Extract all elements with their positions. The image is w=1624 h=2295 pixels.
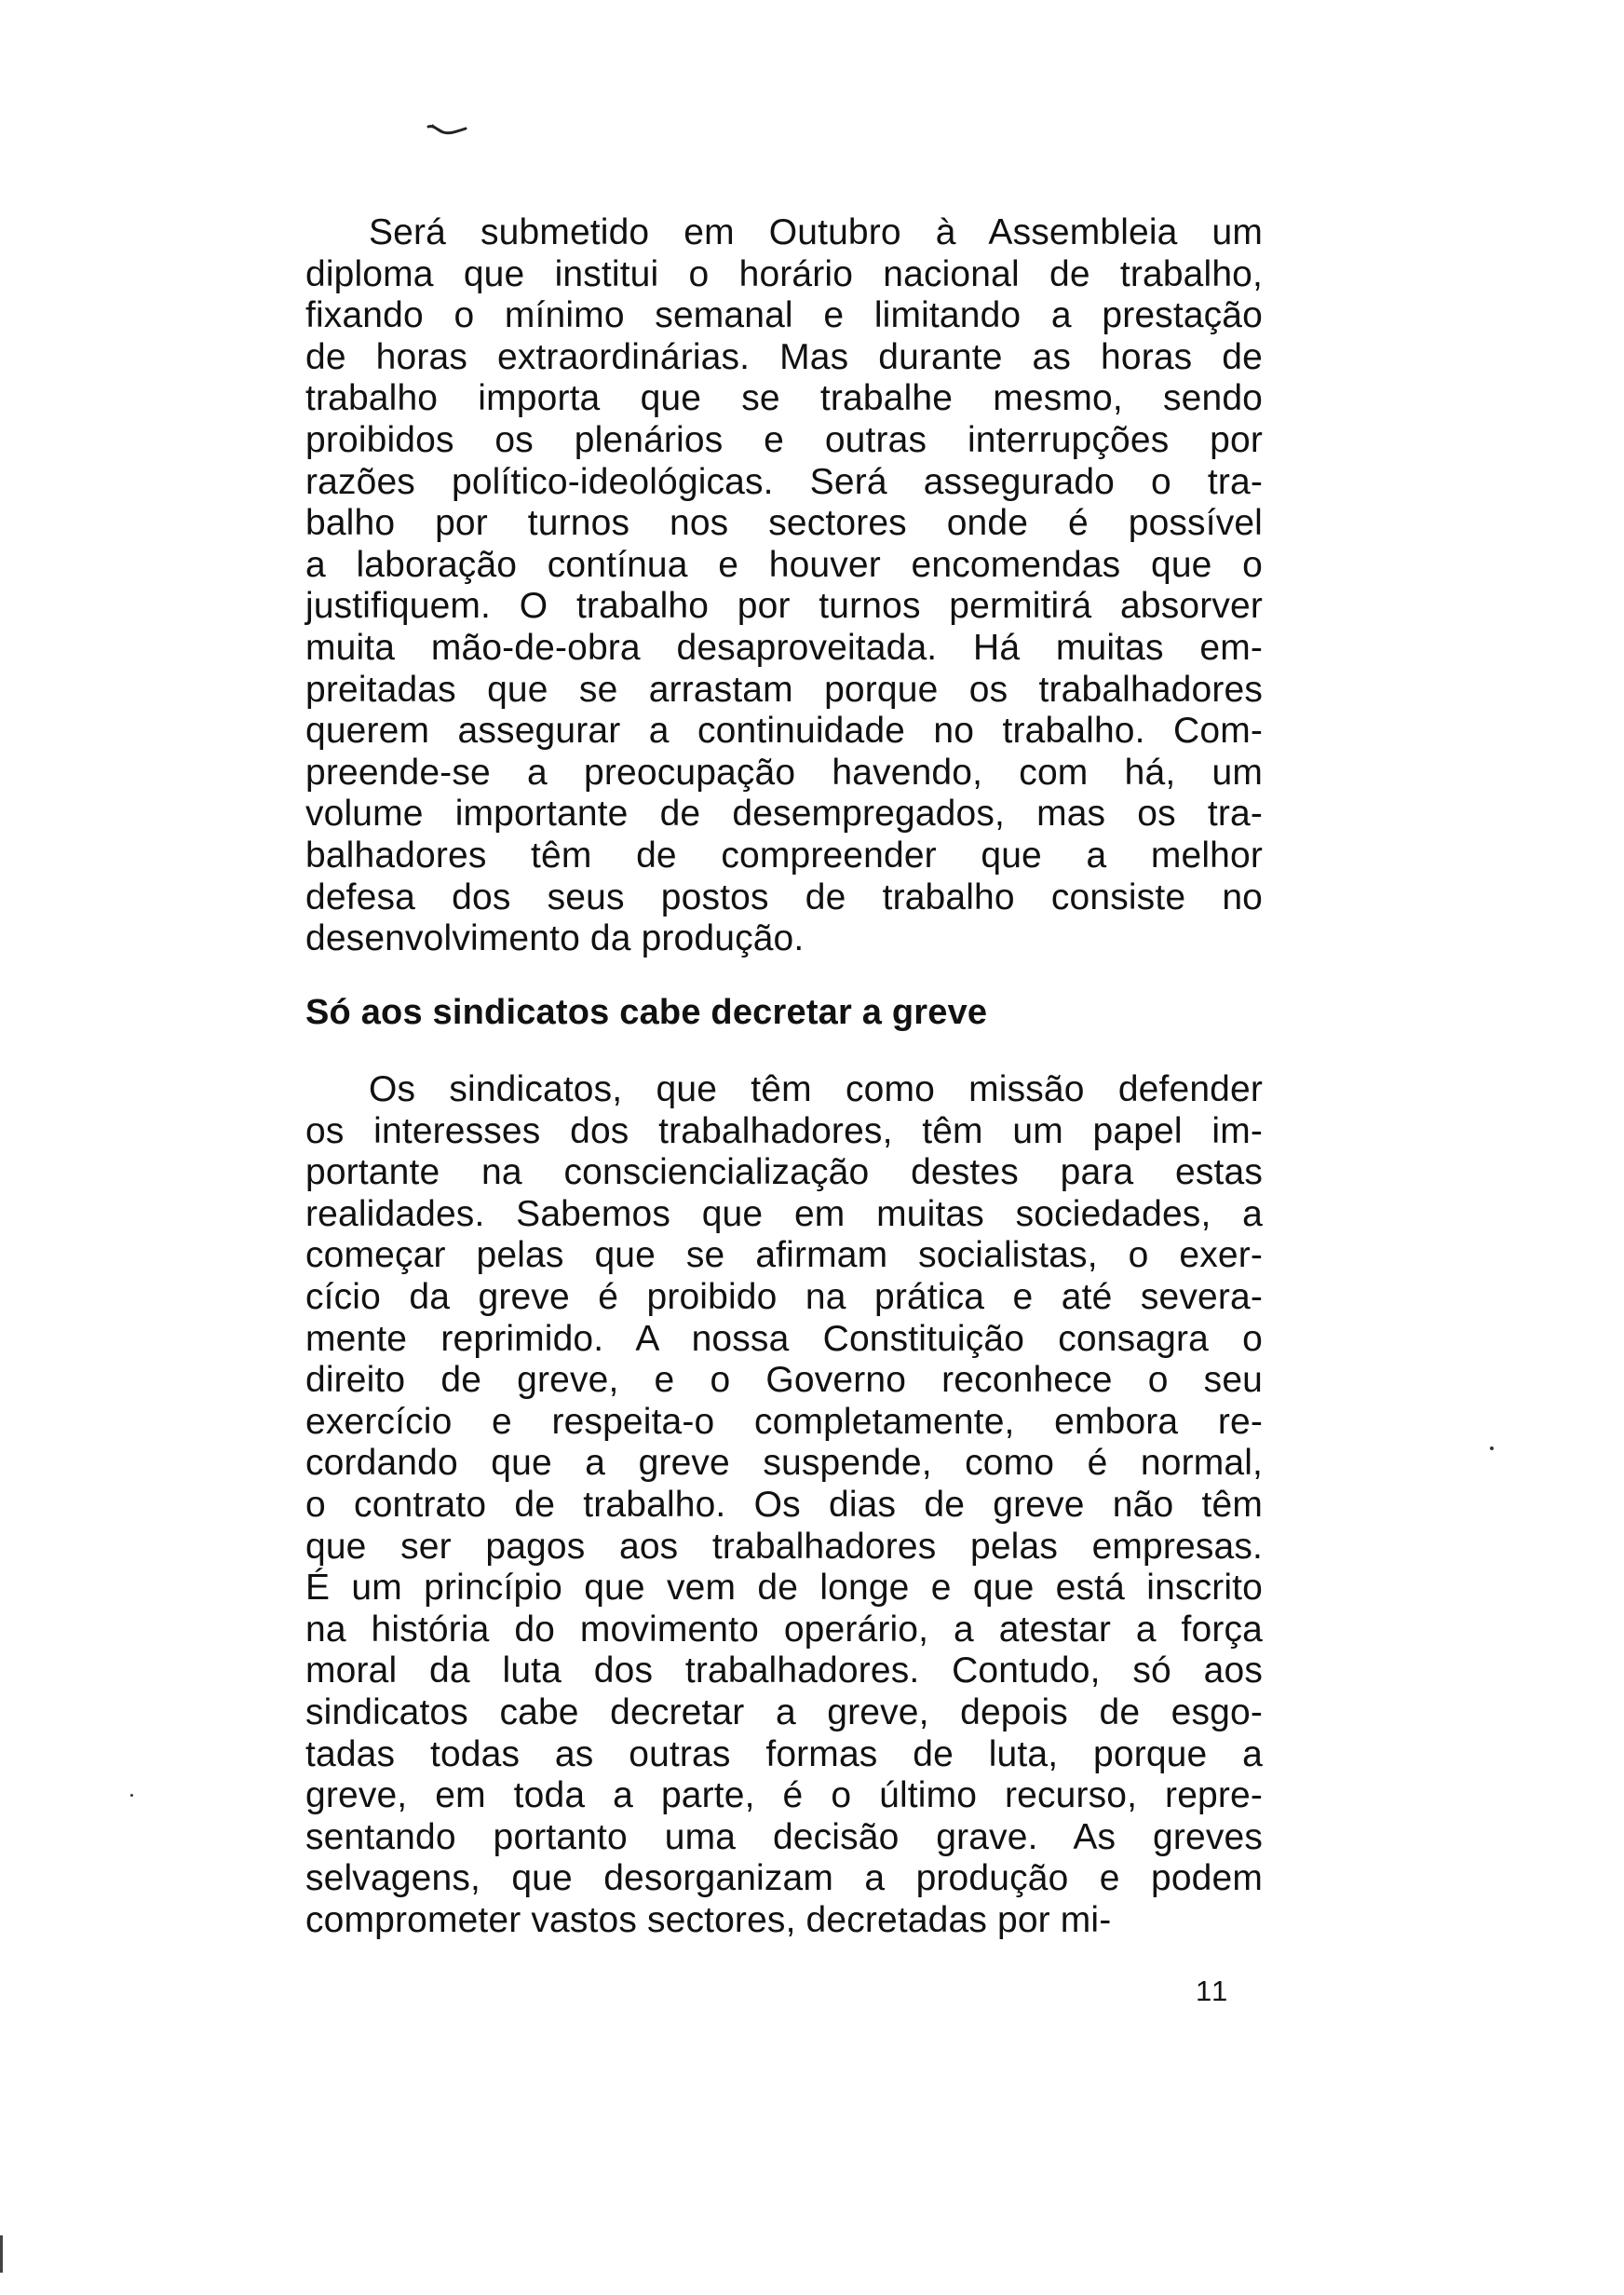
text-line: Os sindicatos, que têm como missão defender xyxy=(369,1069,1263,1109)
text-line: que ser pagos aos trabalhadores pelas empresas. xyxy=(305,1526,1263,1567)
scan-speck xyxy=(130,1794,133,1797)
paragraph-2 xyxy=(305,1069,1263,1941)
text-line: volume importante de desempregados, mas os tra- xyxy=(305,794,1263,835)
text-line: cício da greve é proibido na prática e até severa- xyxy=(305,1276,1263,1317)
text-line: greve, em toda a parte, é o último recurso, repre- xyxy=(305,1775,1263,1816)
text-line: direito de greve, e o Governo reconhece o seu xyxy=(305,1360,1263,1401)
text-line: muita mão-de-obra desaproveitada. Há muitas em- xyxy=(305,627,1263,668)
text-line: cordando que a greve suspende, como é normal, xyxy=(305,1443,1263,1484)
text-line: realidades. Sabemos que em muitas sociedades, a xyxy=(305,1193,1263,1234)
text-line: a laboração contínua e houver encomendas que o xyxy=(305,544,1263,585)
text-line: começar pelas que se afirmam socialistas, o exer- xyxy=(305,1235,1263,1276)
text-line: o contrato de trabalho. Os dias de greve não têm xyxy=(305,1484,1263,1525)
text-line: desenvolvimento da produção. xyxy=(305,918,805,959)
text-line: comprometer vastos sectores, decretadas por mi- xyxy=(305,1899,1112,1940)
text-line: selvagens, que desorganizam a produção e podem xyxy=(305,1858,1263,1899)
text-line: Será submetido em Outubro à Assembleia um xyxy=(369,212,1263,252)
text-line: mente reprimido. A nossa Constituição consagra o xyxy=(305,1318,1263,1359)
text-line: proibidos os plenários e outras interrupções por xyxy=(305,419,1263,460)
text-line: exercício e respeita-o completamente, embora re- xyxy=(305,1401,1263,1442)
text-line: moral da luta dos trabalhadores. Contudo, só aos xyxy=(305,1650,1263,1691)
text-line: querem assegurar a continuidade no trabalho. Com- xyxy=(305,711,1263,752)
text-line: na história do movimento operário, a atestar a força xyxy=(305,1609,1263,1650)
text-line: balho por turnos nos sectores onde é possível xyxy=(305,503,1263,544)
scan-edge-mark xyxy=(0,2235,3,2273)
text-line: portante na consciencialização destes para estas xyxy=(305,1152,1263,1193)
text-line: preitadas que se arrastam porque os trabalhadores xyxy=(305,669,1263,710)
text-line: fixando o mínimo semanal e limitando a prestação xyxy=(305,295,1263,336)
text-line: balhadores têm de compreender que a melhor xyxy=(305,835,1263,876)
text-line: preende-se a preocupação havendo, com há, um xyxy=(305,752,1263,793)
text-line: É um princípio que vem de longe e que está inscrito xyxy=(305,1568,1263,1609)
text-line: sindicatos cabe decretar a greve, depois de esgo- xyxy=(305,1691,1263,1732)
paragraph-1 xyxy=(305,212,1263,960)
text-line: os interesses dos trabalhadores, têm um papel im- xyxy=(305,1110,1263,1151)
text-line: diploma que institui o horário nacional de trabalho, xyxy=(305,253,1263,294)
text-line: defesa dos seus postos de trabalho consiste no xyxy=(305,876,1263,917)
text-line: sentando portanto uma decisão grave. As greves xyxy=(305,1816,1263,1857)
section-heading: Só aos sindicatos cabe decretar a greve xyxy=(305,993,988,1032)
text-line: trabalho importa que se trabalhe mesmo, sendo xyxy=(305,378,1263,419)
text-line: tadas todas as outras formas de luta, porque a xyxy=(305,1733,1263,1774)
scan-speck xyxy=(1490,1446,1494,1450)
page-number: 11 xyxy=(1196,1975,1230,2007)
text-line: de horas extraordinárias. Mas durante as horas de xyxy=(305,336,1263,377)
text-line: razões político-ideológicas. Será assegurado o tra- xyxy=(305,461,1263,502)
ink-mark-icon xyxy=(426,121,467,140)
text-line: justifiquem. O trabalho por turnos permitirá absorver xyxy=(305,586,1263,627)
